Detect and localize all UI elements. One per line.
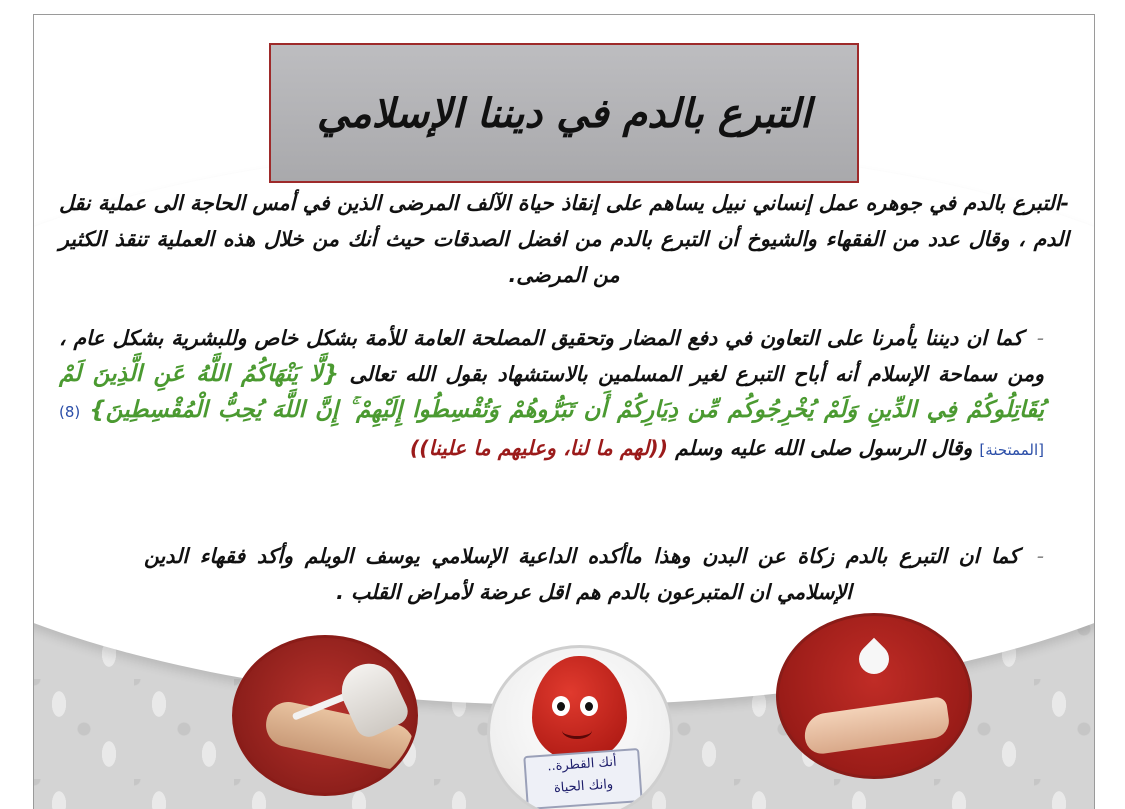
quran-verse: {لَّا يَنْهَاكُمُ اللَّهُ عَنِ الَّذِينَ لَمْ يُقَاتِلُوكُمْ فِي الدِّينِ وَلَمْ يُخْرِجُوكُم مِّن دِيَارِكُمْ أَن تَبَرُّوهُمْ وَتُقْسِطُوا إِلَيْهِمْ ۚ إِنَّ اللَّهَ يُحِبُّ الْمُقْسِطِينَ} [59, 361, 1044, 423]
blood-drop-icon [853, 638, 895, 680]
paragraph-zakat [144, 538, 1044, 610]
hadith-intro: وقال الرسول صلى الله عليه وسلم [675, 436, 973, 460]
blood-draw-image [232, 635, 418, 796]
paragraph-zakat-text: كما ان التبرع بالدم زكاة عن البدن وهذا ماأكده الداعية الإسلامي يوسف الويلم وأكد فقهاء الدين الإسلامي ان المتبرعون بالدم هم اقل عرضة لأمراض القلب . [144, 544, 1019, 604]
paragraph-cooperation-text: كما ان ديننا يأمرنا على التعاون في دفع المضار وتحقيق المصلحة العامة للأمة بشكل خاص وللبشرية بشكل عام ، ومن سماحة الإسلام أنه أباح التبرع لغير المسلمين بالاستشهاد بقول الله تعالى [59, 326, 1045, 386]
open-hand-graphic [802, 696, 951, 756]
mascot-sign-line2: وانك الحياة [553, 776, 614, 797]
bullet-dash: - [1036, 326, 1045, 350]
paragraph-intro: -التبرع بالدم في جوهره عمل إنساني نبيل يساهم على إنقاذ حياة الآلف المرضى الذين في أمس الحاجة الى عملية نقل الدم ، وقال عدد من الفقهاء والشيوخ أن التبرع بالدم من افضل الصدقات حيث أنك من خلال هذه العملية تنقذ الكثير من المرضى. [59, 191, 1069, 287]
bullet-dash: - [1036, 544, 1045, 568]
mascot-mouth-icon [562, 722, 592, 739]
title-box [269, 43, 859, 183]
hadith-quote: ((لهم ما لنا، وعليهم ما علينا)) [409, 436, 668, 460]
blood-drop-mascot-image [487, 645, 673, 809]
paragraph-cooperation [59, 320, 1044, 468]
page-title: التبرع بالدم في ديننا الإسلامي [316, 89, 812, 137]
mascot-eye-icon [552, 696, 570, 716]
blood-drop-mascot-icon [532, 656, 627, 761]
mascot-sign [523, 748, 642, 809]
hand-blood-drop-image [776, 613, 972, 779]
mascot-sign-line1: أنك القطرة.. [546, 754, 618, 775]
verse-reference: (8) [الممتحنة] [59, 403, 1044, 459]
mascot-eye-icon [580, 696, 598, 716]
poster-frame [33, 14, 1095, 809]
